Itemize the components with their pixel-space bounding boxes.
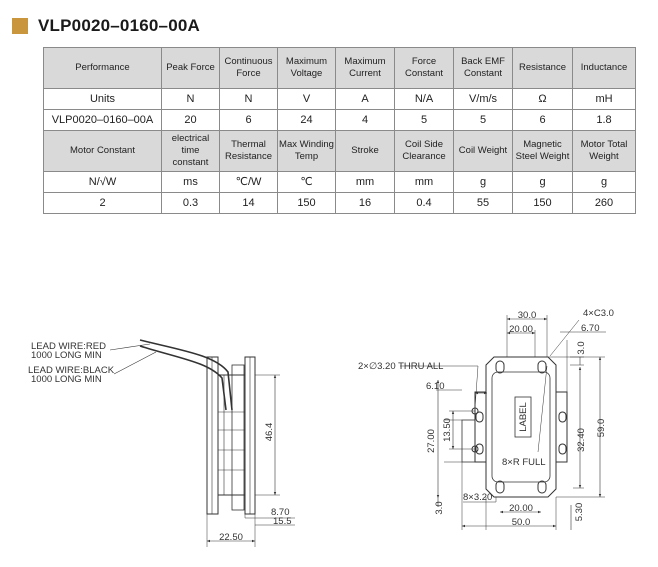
side-view [110, 340, 295, 547]
table-cell: mm [336, 172, 395, 193]
lead-wire-red-length: 1000 LONG MIN [31, 350, 102, 361]
table-cell: 6 [220, 110, 278, 131]
table-cell: Motor Total Weight [573, 131, 636, 172]
table-cell: A [336, 89, 395, 110]
table-row-units [44, 89, 636, 110]
dimension-label: 15.5 [273, 516, 292, 527]
table-cell: ms [162, 172, 220, 193]
side-left-plate [207, 357, 218, 514]
table-cell: electrical time constant [162, 131, 220, 172]
table-cell: 4 [336, 110, 395, 131]
table-cell: 0.4 [395, 193, 454, 214]
dimension-label: 8×R FULL [502, 457, 546, 468]
side-coil-body [218, 375, 245, 495]
table-cell: 260 [573, 193, 636, 214]
table-cell: 2 [44, 193, 162, 214]
table-cell: Force Constant [395, 48, 454, 89]
dimension-label: 8.70 [271, 507, 290, 518]
table-cell: Motor Constant [44, 131, 162, 172]
dimension-label: 4×C3.0 [583, 308, 614, 319]
dimension-label: 8×3.20 [463, 492, 493, 503]
table-cell: ℃/W [220, 172, 278, 193]
lead-wire-black-label: LEAD WIRE:BLACK [28, 365, 115, 376]
table-cell: Thermal Resistance [220, 131, 278, 172]
dimension-label: 13.50 [442, 418, 453, 442]
lead-wire-black-length: 1000 LONG MIN [31, 374, 102, 385]
dimension-label: 20.00 [509, 324, 533, 335]
dimension-label: 2×∅3.20 THRU ALL [358, 361, 444, 372]
dimension-label: 5.30 [574, 502, 585, 522]
table-cell: 55 [454, 193, 513, 214]
table-cell: 6 [513, 110, 573, 131]
table-cell: 14 [220, 193, 278, 214]
table-row-motor-constant-header [44, 131, 636, 172]
table-row-values [44, 110, 636, 131]
table-cell: N/A [395, 89, 454, 110]
table-cell: Stroke [336, 131, 395, 172]
table-cell: Performance [44, 48, 162, 89]
table-cell: Coil Weight [454, 131, 513, 172]
table-cell: Back EMF Constant [454, 48, 513, 89]
table-cell: Inductance [573, 48, 636, 89]
product-title: VLP0020–0160–00A [38, 16, 200, 35]
table-cell: Maximum Current [336, 48, 395, 89]
table-cell: VLP0020–0160–00A [44, 110, 162, 131]
dimension-label: 50.0 [511, 517, 531, 528]
table-cell: g [513, 172, 573, 193]
table-cell: 150 [278, 193, 336, 214]
front-right-flange [556, 392, 567, 462]
table-cell: mm [395, 172, 454, 193]
table-row-units-2 [44, 172, 636, 193]
table-cell: g [573, 172, 636, 193]
table-cell: Continuous Force [220, 48, 278, 89]
table-cell: Coil Side Clearance [395, 131, 454, 172]
dimension-label: 3.0 [576, 341, 587, 355]
table-cell: 1.8 [573, 110, 636, 131]
dimension-label: 59.0 [596, 418, 607, 438]
table-cell: 0.3 [162, 193, 220, 214]
table-cell: 5 [395, 110, 454, 131]
table-cell: N [220, 89, 278, 110]
table-cell: Peak Force [162, 48, 220, 89]
dimension-label: 32.40 [576, 428, 587, 452]
table-cell: ℃ [278, 172, 336, 193]
label-area-text: LABEL [518, 402, 529, 432]
dimension-label: 3.0 [434, 501, 445, 515]
lead-wire-black [140, 346, 226, 410]
table-cell: V [278, 89, 336, 110]
lead-wire-red-label: LEAD WIRE:RED [31, 341, 106, 352]
table-cell: 5 [454, 110, 513, 131]
dimension-label: 6.10 [426, 381, 445, 392]
dimension-label: 30.0 [517, 310, 537, 321]
table-cell: Max Winding Temp [278, 131, 336, 172]
table-cell: Resistance [513, 48, 573, 89]
table-row-performance-header [44, 48, 636, 89]
dimension-label: 20.00 [509, 503, 533, 514]
spec-table [43, 47, 636, 214]
dimension-label: 46.4 [264, 422, 275, 442]
dimension-label: 22.50 [219, 532, 243, 543]
table-cell: V/m/s [454, 89, 513, 110]
table-cell: 150 [513, 193, 573, 214]
table-cell: Ω [513, 89, 573, 110]
table-cell: 24 [278, 110, 336, 131]
table-cell: N [162, 89, 220, 110]
table-cell: Magnetic Steel Weight [513, 131, 573, 172]
table-cell: Units [44, 89, 162, 110]
table-cell: 16 [336, 193, 395, 214]
table-cell: g [454, 172, 513, 193]
table-row-values-2 [44, 193, 636, 214]
table-cell: 20 [162, 110, 220, 131]
table-cell: Maximum Voltage [278, 48, 336, 89]
technical-drawing [0, 290, 658, 567]
dimension-label: 6.70 [581, 323, 600, 334]
title-marker-square [12, 18, 28, 34]
table-cell: N/√W [44, 172, 162, 193]
table-cell: mH [573, 89, 636, 110]
dimension-label: 27.00 [426, 429, 437, 453]
section-header [12, 14, 200, 38]
